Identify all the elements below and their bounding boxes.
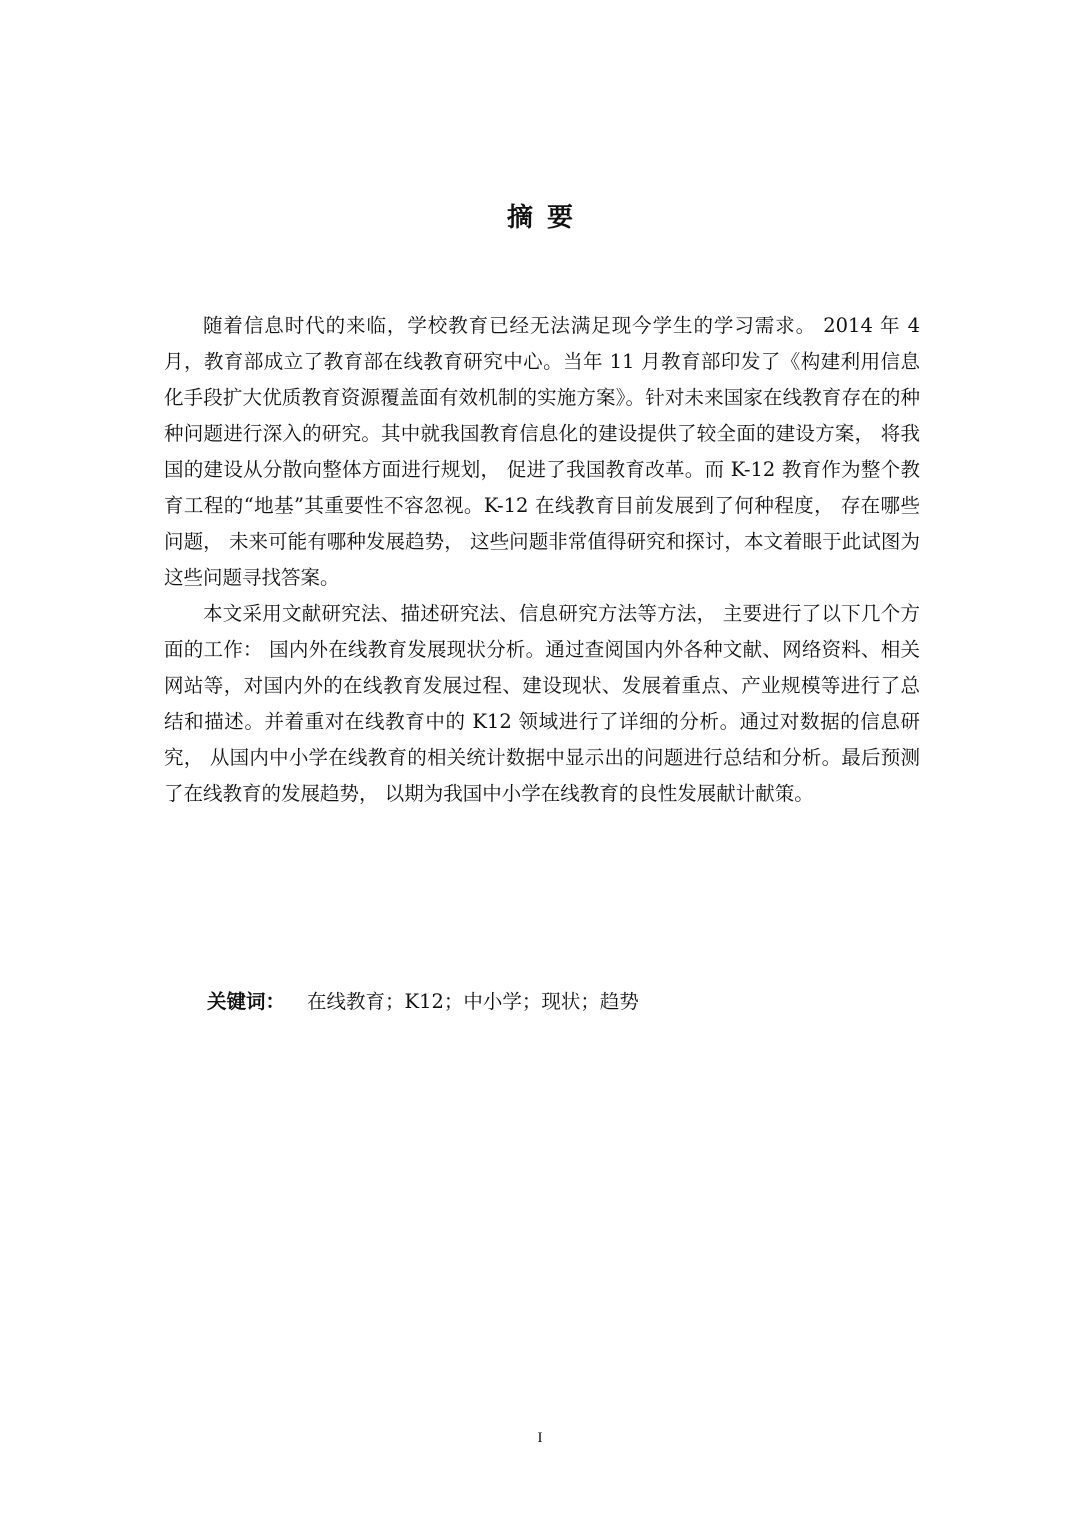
keywords-label: 关键词： <box>207 990 286 1013</box>
page-number: I <box>537 1430 543 1446</box>
keywords-value: 在线教育；K12；中小学；现状；趋势 <box>307 990 639 1013</box>
abstract-body <box>164 308 920 812</box>
abstract-title: 摘要 <box>506 203 587 233</box>
abstract-paragraph-2: 本文采用文献研究法、描述研究法、信息研究方法等方法， 主要进行了以下几个方面的工作： 国内外在线教育发展现状分析。通过查阅国内外各种文献、网络资料、相关网站等，对国内外的在线教育发展过程、建设现状、发展着重点、产业规模等进行了总结和描述。并着重对在线教育中的 K12 领域进行了详细的分析。通过对数据的信息研究， 从国内中小学在线教育的相关统计数据中显示出的问题进行总结和分析。最后预测了在线教育的发展趋势， 以期为我国中小学在线教育的良性发展献计献策。 <box>164 602 920 805</box>
keywords-line <box>207 984 920 1020</box>
abstract-paragraph-1: 随着信息时代的来临，学校教育已经无法满足现今学生的学习需求。 2014 年 4 月，教育部成立了教育部在线教育研究中心。当年 11 月教育部印发了《构建利用信息化手段扩大优质教育资源覆盖面有效机制的实施方案》。针对未来国家在线教育存在的种种问题进行深入的研究。其中就我国教育信息化的建设提供了较全面的建设方案， 将我国的建设从分散向整体方面进行规划， 促进了我国教育改革。而 K-12 教育作为整个教育工程的“地基”其重要性不容忽视。K-12 在线教育目前发展到了何种程度， 存在哪些问题， 未来可能有哪种发展趋势， 这些问题非常值得研究和探讨，本文着眼于此试图为这些问题寻找答案。 <box>164 314 920 589</box>
